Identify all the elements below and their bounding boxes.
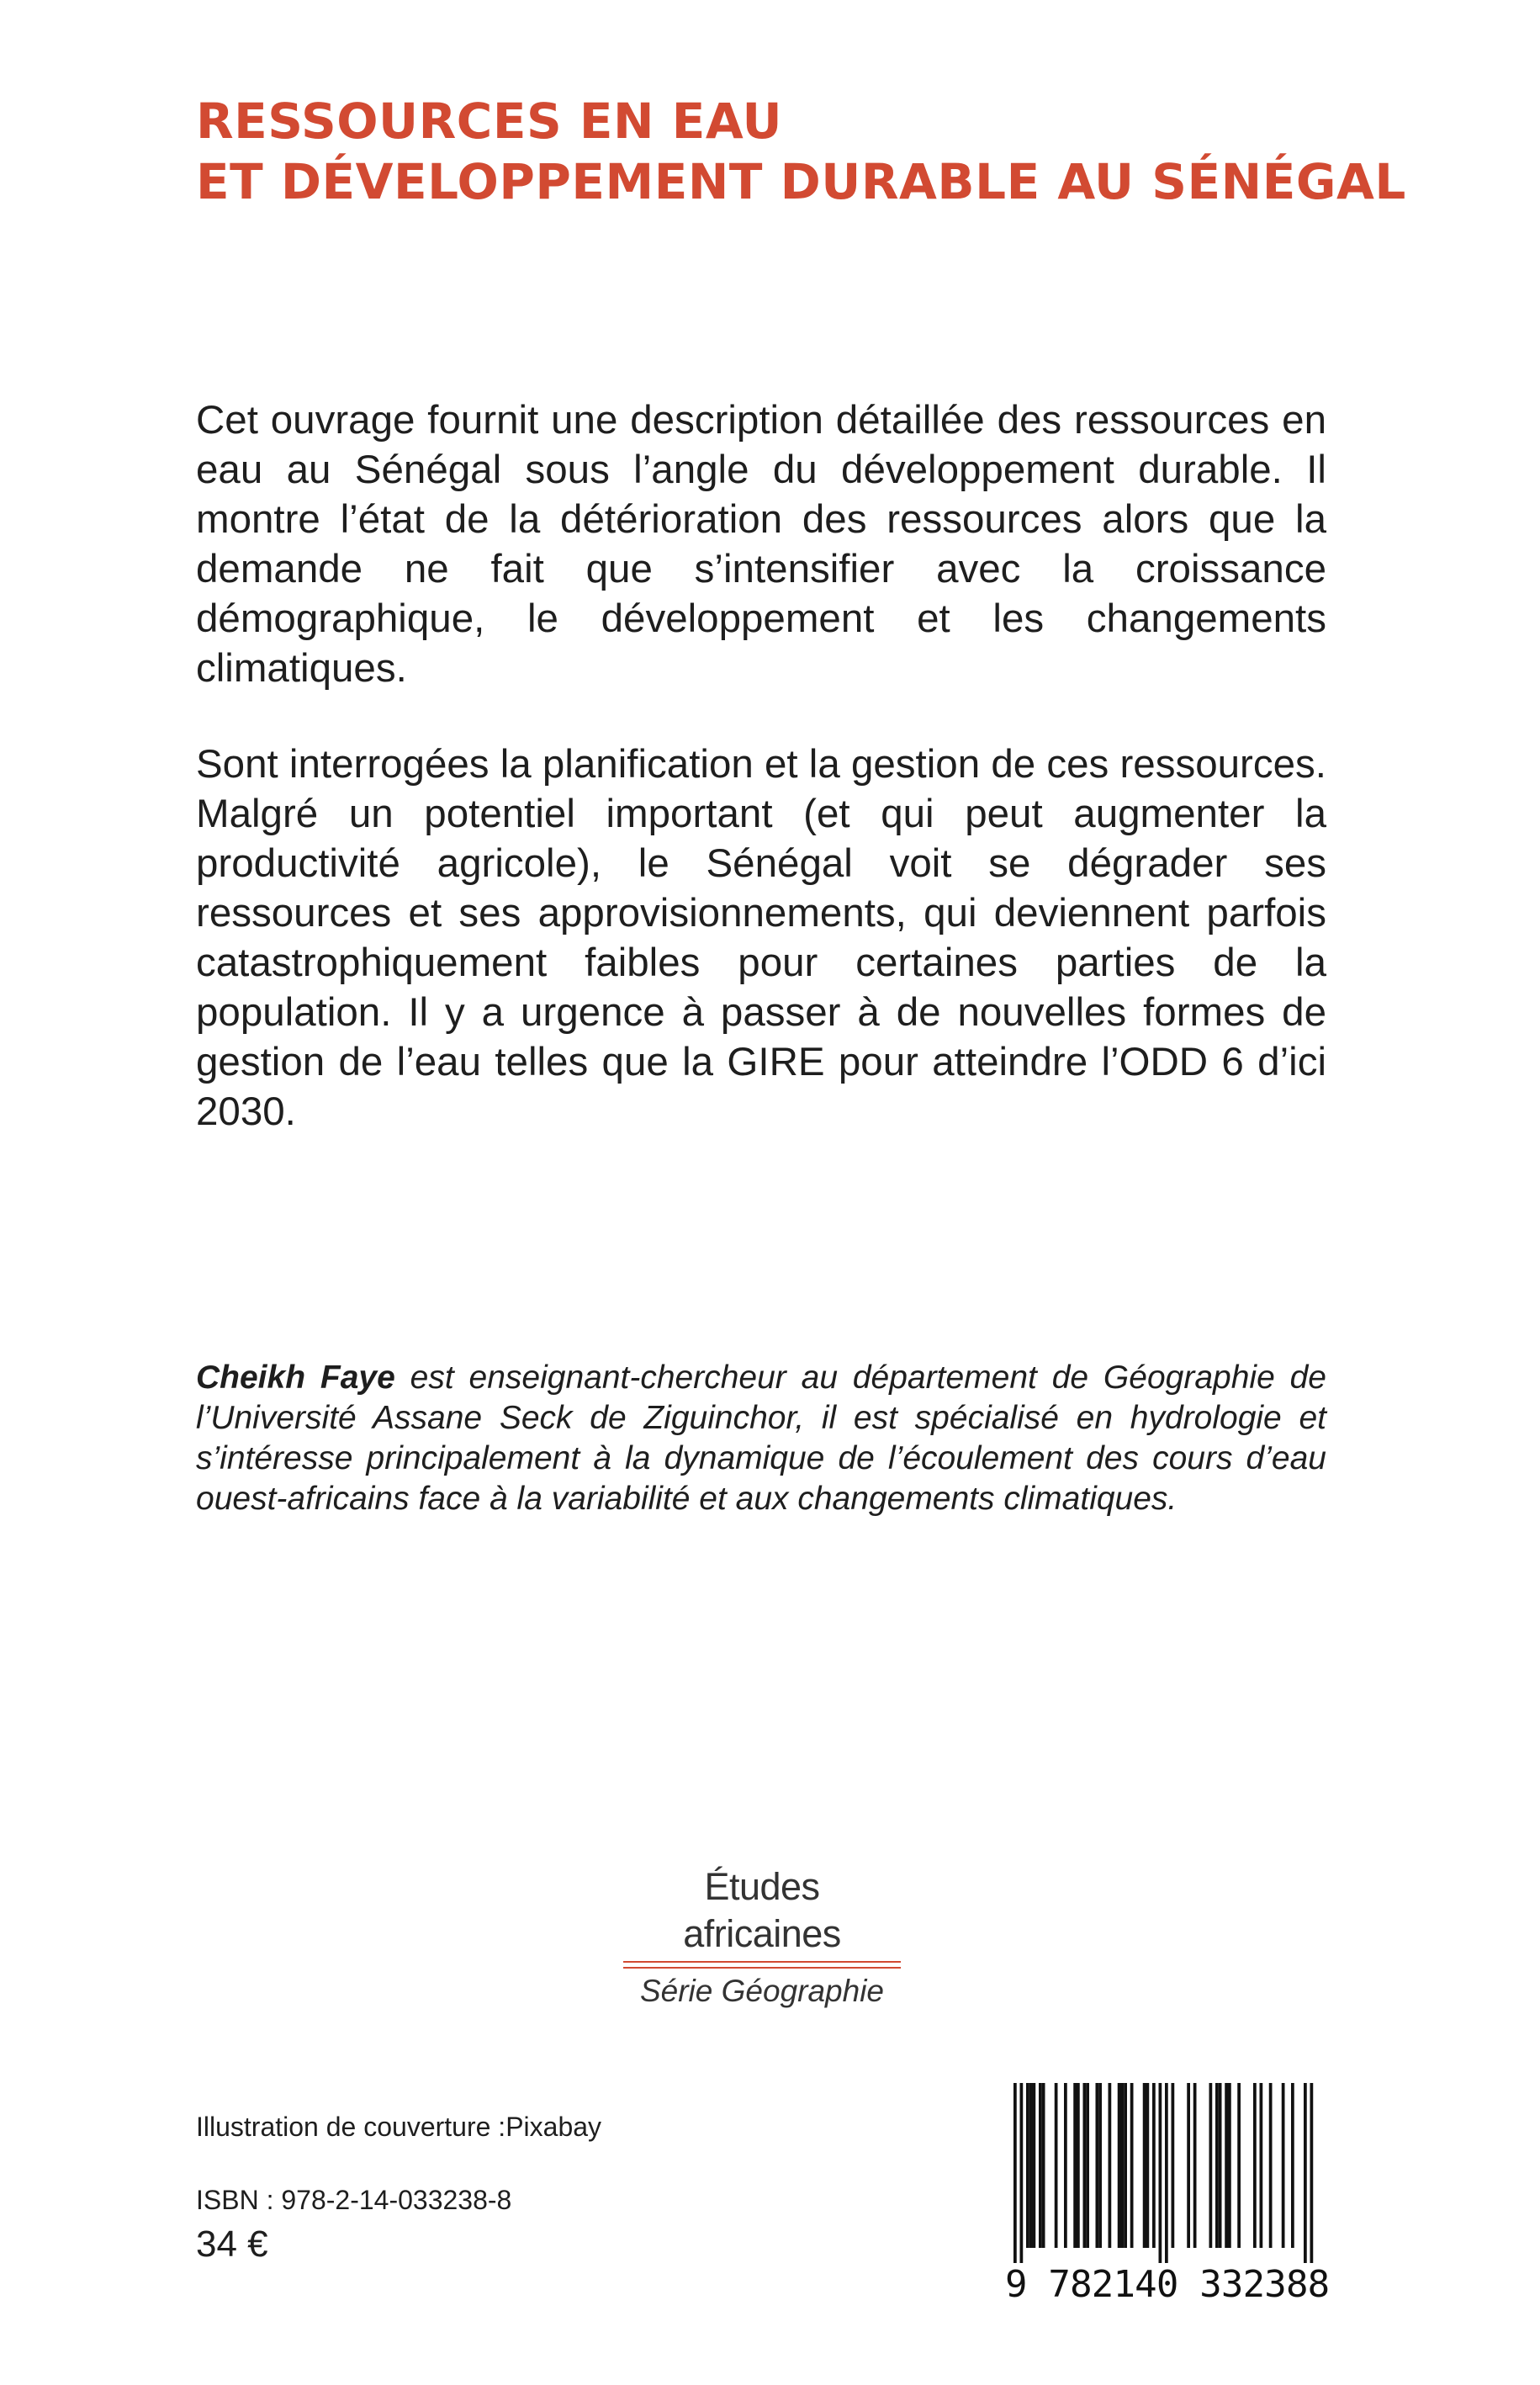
barcode-bar xyxy=(1118,2083,1121,2248)
barcode-bar xyxy=(1237,2083,1241,2248)
barcode-bars xyxy=(1005,2083,1327,2263)
barcode-bar xyxy=(1269,2083,1273,2248)
cover-illustration-credit: Illustration de couverture :Pixabay xyxy=(196,2112,602,2142)
barcode-bar xyxy=(1033,2083,1036,2248)
barcode-bar xyxy=(1013,2083,1017,2263)
barcode-bar xyxy=(1146,2083,1150,2248)
author-bio xyxy=(196,1358,1326,1519)
isbn-barcode xyxy=(1005,2083,1330,2308)
barcode-bar xyxy=(1165,2083,1168,2263)
barcode-bar xyxy=(1096,2083,1099,2248)
barcode-bar xyxy=(1029,2083,1033,2248)
barcode-bar xyxy=(1152,2083,1156,2248)
barcode-bar xyxy=(1193,2083,1197,2248)
barcode-bar xyxy=(1291,2083,1294,2248)
barcode-bar xyxy=(1219,2083,1222,2248)
barcode-bar xyxy=(1187,2083,1190,2248)
barcode-bar xyxy=(1121,2083,1125,2248)
book-title-line-2: ET DÉVELOPPEMENT DURABLE AU SÉNÉGAL xyxy=(196,153,1406,210)
barcode-bar xyxy=(1098,2083,1102,2248)
barcode-bar xyxy=(1020,2083,1024,2263)
description-paragraph-2: Sont interrogées la planification et la gestion de ces ressources. Malgré un potentiel important (et qui peut augmenter la productivité agricole), le Sénégal voit se dégrader ses ressources et ses approvisionnements, qui deviennent parfois catastrophiquement faibles pour certaines parties de la population. Il y a urgence à passer à de nouvelles formes de gestion de l’eau telles que la GIRE pour atteindre l’ODD 6 d’ici 2030. xyxy=(196,742,1326,1134)
barcode-bar xyxy=(1109,2083,1112,2248)
barcode-bar xyxy=(1253,2083,1257,2248)
collection-series: Série Géographie xyxy=(639,1974,885,2008)
barcode-bar xyxy=(1215,2083,1219,2248)
barcode-bar xyxy=(1026,2083,1029,2248)
book-description xyxy=(196,395,1326,1183)
collection-name: Études africaines xyxy=(683,1865,841,1955)
barcode-bar xyxy=(1304,2083,1307,2263)
barcode-bar xyxy=(1172,2083,1175,2248)
collection-divider xyxy=(623,1961,901,1963)
author-bio-text: est enseignant-chercheur au département de Géographie de l’Université Assane Seck de Ziguinchor, il est spécialisé en hydrologie et s’intéresse principalement à la dynamique de l’écoulement des cours d’eau ouest-africains face à la variabilité et aux changements climatiques. xyxy=(196,1359,1326,1517)
barcode-bar xyxy=(1124,2083,1127,2248)
barcode-digits: 9 782140 332388 xyxy=(1005,2263,1330,2306)
barcode-bar xyxy=(1225,2083,1228,2248)
author-name: Cheikh Faye xyxy=(196,1359,395,1396)
barcode-bar xyxy=(1143,2083,1146,2248)
barcode-bar xyxy=(1310,2083,1314,2263)
barcode-bar xyxy=(1077,2083,1080,2248)
barcode-bar xyxy=(1064,2083,1067,2248)
barcode-bar xyxy=(1130,2083,1134,2248)
barcode-bar xyxy=(1209,2083,1213,2248)
barcode-bar xyxy=(1073,2083,1077,2248)
price: 34 € xyxy=(196,2223,268,2265)
collection-divider xyxy=(623,1967,901,1969)
barcode-bar xyxy=(1282,2083,1285,2248)
collection-logo xyxy=(623,1863,901,2011)
barcode-bar xyxy=(1159,2083,1162,2263)
isbn: ISBN : 978-2-14-033238-8 xyxy=(196,2185,512,2215)
barcode-bar xyxy=(1083,2083,1087,2248)
barcode-bar xyxy=(1228,2083,1231,2248)
book-title xyxy=(196,91,1406,212)
description-paragraph-1: Cet ouvrage fournit une description détaillée des ressources en eau au Sénégal sous l’angle du développement durable. Il montre l’état de la détérioration des ressources alors que la demande ne fait que s’intensifier avec la croissance démographique, le développement et les changements climatiques. xyxy=(196,398,1326,691)
barcode-bar xyxy=(1260,2083,1263,2248)
barcode-bar xyxy=(1042,2083,1045,2248)
barcode-bar xyxy=(1039,2083,1042,2248)
barcode-bar xyxy=(1055,2083,1058,2248)
book-title-line-1: RESSOURCES EN EAU xyxy=(196,93,783,150)
barcode-bar xyxy=(1086,2083,1089,2248)
